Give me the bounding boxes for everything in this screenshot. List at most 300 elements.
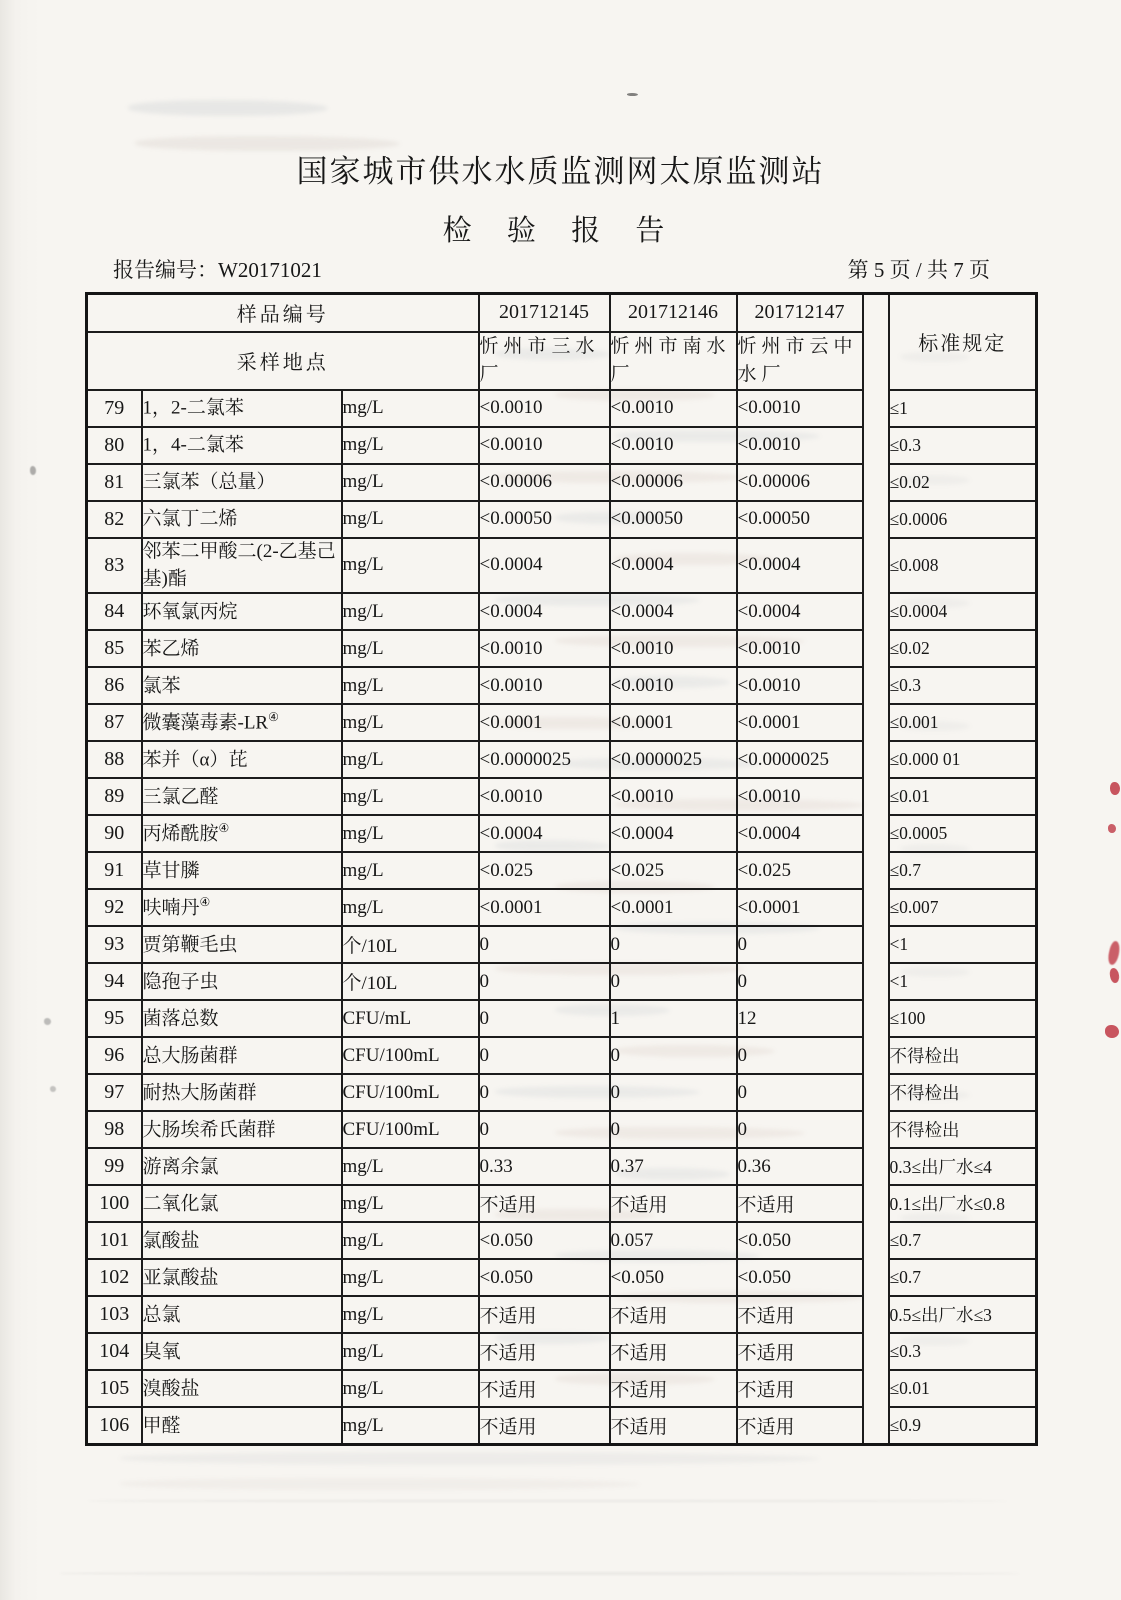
cell-unit: CFU/100mL	[342, 1111, 479, 1148]
cell-parameter	[142, 852, 342, 889]
spacer-cell	[863, 1296, 889, 1333]
cell-value-sample-3: <0.00050	[737, 501, 863, 538]
cell-value-sample-2: 1	[610, 1000, 737, 1037]
parameter-footnote-mark: ④	[218, 820, 230, 835]
cell-value-sample-2: <0.0010	[610, 778, 737, 815]
table-row	[87, 501, 1037, 538]
table-row	[87, 852, 1037, 889]
cell-parameter	[142, 741, 342, 778]
cell-index: 86	[87, 667, 142, 704]
doc-title: 检 验 报 告	[442, 215, 679, 247]
cell-index: 100	[87, 1185, 142, 1222]
cell-value-sample-1: <0.0010	[479, 630, 610, 667]
table-row	[87, 1000, 1037, 1037]
spacer-cell	[863, 1222, 889, 1259]
cell-index: 99	[87, 1148, 142, 1185]
cell-standard: ≤0.007	[889, 889, 1037, 926]
parameter-name: 1，2-二氯苯	[142, 397, 244, 419]
cell-value-sample-2: <0.00006	[610, 464, 737, 501]
table-row	[87, 1148, 1037, 1185]
cell-value-sample-2: <0.0010	[610, 427, 737, 464]
cell-value-sample-1: 不适用	[479, 1185, 610, 1222]
cell-value-sample-2: <0.0010	[610, 630, 737, 667]
cell-value-sample-3: <0.0001	[737, 889, 863, 926]
cell-unit: CFU/mL	[342, 1000, 479, 1037]
cell-parameter	[142, 427, 342, 464]
cell-parameter	[142, 667, 342, 704]
cell-value-sample-2: 0	[610, 1074, 737, 1111]
table-row	[87, 741, 1037, 778]
cell-index: 95	[87, 1000, 142, 1037]
cell-standard: 不得检出	[889, 1037, 1037, 1074]
spacer-cell	[863, 1370, 889, 1407]
table-row	[87, 464, 1037, 501]
spacer-cell	[863, 1148, 889, 1185]
cell-unit: mg/L	[342, 704, 479, 741]
cell-standard: <1	[889, 926, 1037, 963]
cell-value-sample-3: 0	[737, 926, 863, 963]
table-row	[87, 1296, 1037, 1333]
spacer-cell	[863, 538, 889, 594]
cell-unit: mg/L	[342, 390, 479, 427]
cell-parameter	[142, 1185, 342, 1222]
cell-value-sample-2: 不适用	[610, 1185, 737, 1222]
cell-value-sample-3: <0.0010	[737, 778, 863, 815]
spacer-cell	[863, 852, 889, 889]
bleedthrough-artifact	[120, 1478, 640, 1490]
cell-value-sample-1: 0	[479, 1074, 610, 1111]
cell-parameter	[142, 1074, 342, 1111]
cell-value-sample-1: 不适用	[479, 1333, 610, 1370]
parameter-name: 二氧化氯	[142, 1193, 219, 1215]
parameter-name: 氯酸盐	[142, 1230, 200, 1252]
cell-parameter	[142, 538, 342, 594]
cell-value-sample-2: <0.0010	[610, 667, 737, 704]
cell-index: 104	[87, 1333, 142, 1370]
cell-value-sample-2: <0.0004	[610, 593, 737, 630]
cell-value-sample-1: <0.0004	[479, 538, 610, 594]
location-header: 采样地点	[87, 332, 479, 390]
cell-index: 105	[87, 1370, 142, 1407]
cell-parameter	[142, 390, 342, 427]
cell-value-sample-1: <0.0004	[479, 593, 610, 630]
cell-standard: ≤100	[889, 1000, 1037, 1037]
cell-parameter	[142, 815, 342, 852]
parameter-name: 草甘膦	[142, 860, 200, 882]
spacer-cell	[863, 464, 889, 501]
cell-standard: 不得检出	[889, 1111, 1037, 1148]
cell-index: 96	[87, 1037, 142, 1074]
results-table-body	[87, 390, 1037, 1445]
parameter-name: 三氯苯（总量）	[142, 471, 276, 493]
speck	[44, 1018, 51, 1025]
cell-unit: mg/L	[342, 1185, 479, 1222]
cell-unit: mg/L	[342, 1259, 479, 1296]
cell-value-sample-2: <0.0010	[610, 390, 737, 427]
cell-standard: ≤0.3	[889, 427, 1037, 464]
speck	[30, 466, 36, 475]
spacer-cell	[863, 667, 889, 704]
table-row	[87, 1259, 1037, 1296]
spacer-cell	[863, 1000, 889, 1037]
cell-value-sample-2: <0.0004	[610, 815, 737, 852]
cell-parameter	[142, 1037, 342, 1074]
sample-location-3: 忻州市云中水厂	[737, 332, 863, 390]
cell-index: 93	[87, 926, 142, 963]
table-row	[87, 538, 1037, 594]
table-row	[87, 1111, 1037, 1148]
parameter-name: 菌落总数	[142, 1008, 219, 1030]
cell-value-sample-3: <0.050	[737, 1222, 863, 1259]
cell-standard: ≤0.9	[889, 1407, 1037, 1444]
cell-index: 85	[87, 630, 142, 667]
parameter-footnote-mark: ④	[268, 709, 279, 724]
cell-index: 84	[87, 593, 142, 630]
cell-standard: ≤0.7	[889, 852, 1037, 889]
cell-unit: mg/L	[342, 1222, 479, 1259]
cell-value-sample-2: <0.00050	[610, 501, 737, 538]
spacer-cell	[863, 963, 889, 1000]
spacer-cell	[863, 1111, 889, 1148]
cell-unit: mg/L	[342, 778, 479, 815]
cell-standard: ≤0.01	[889, 778, 1037, 815]
cell-unit: mg/L	[342, 741, 479, 778]
parameter-name: 微囊藻毒素-LR	[142, 712, 269, 734]
sample-no-3: 201712147	[737, 294, 863, 332]
cell-standard: ≤0.7	[889, 1259, 1037, 1296]
cell-standard: ≤0.000 01	[889, 741, 1037, 778]
cell-standard: ≤0.0005	[889, 815, 1037, 852]
cell-value-sample-1: 0	[479, 1000, 610, 1037]
cell-index: 101	[87, 1222, 142, 1259]
parameter-name: 氯苯	[142, 675, 181, 697]
results-table	[85, 292, 1038, 1446]
cell-index: 89	[87, 778, 142, 815]
header-row-sample-no	[87, 294, 1037, 332]
cell-standard: 不得检出	[889, 1074, 1037, 1111]
table-row	[87, 704, 1037, 741]
cell-index: 92	[87, 889, 142, 926]
cell-value-sample-1: <0.0010	[479, 778, 610, 815]
cell-standard: ≤0.02	[889, 630, 1037, 667]
spacer-cell	[863, 741, 889, 778]
cell-value-sample-1: <0.050	[479, 1259, 610, 1296]
cell-standard: ≤0.0004	[889, 593, 1037, 630]
cell-index: 83	[87, 538, 142, 594]
parameter-name: 邻苯二甲酸二(2-乙基己基)酯	[142, 540, 336, 590]
cell-standard: ≤0.3	[889, 1333, 1037, 1370]
cell-index: 87	[87, 704, 142, 741]
sample-no-header: 样品编号	[87, 294, 479, 332]
table-row	[87, 963, 1037, 1000]
parameter-name: 1，4-二氯苯	[142, 434, 244, 456]
cell-unit: CFU/100mL	[342, 1074, 479, 1111]
parameter-name: 甲醛	[142, 1415, 181, 1437]
parameter-name: 丙烯酰胺	[142, 823, 219, 845]
sample-location-1: 忻州市三水厂	[479, 332, 610, 390]
cell-index: 97	[87, 1074, 142, 1111]
cell-index: 102	[87, 1259, 142, 1296]
cell-value-sample-2: 0	[610, 926, 737, 963]
cell-value-sample-3: <0.00006	[737, 464, 863, 501]
cell-value-sample-3: 不适用	[737, 1185, 863, 1222]
spacer-cell	[863, 926, 889, 963]
bleedthrough-artifact	[88, 1500, 1008, 1502]
cell-value-sample-1: 0	[479, 1037, 610, 1074]
cell-value-sample-2: 0	[610, 1111, 737, 1148]
parameter-name: 三氯乙醛	[142, 786, 219, 808]
parameter-name: 溴酸盐	[142, 1378, 200, 1400]
speck	[627, 93, 638, 96]
cell-value-sample-2: 不适用	[610, 1333, 737, 1370]
cell-value-sample-1: 不适用	[479, 1407, 610, 1444]
spacer-cell	[863, 704, 889, 741]
cell-unit: mg/L	[342, 501, 479, 538]
cell-parameter	[142, 1370, 342, 1407]
red-mark	[1108, 824, 1116, 833]
report-number-value: W20171021	[218, 258, 322, 282]
cell-value-sample-1: 不适用	[479, 1296, 610, 1333]
cell-standard: 0.3≤出厂水≤4	[889, 1148, 1037, 1185]
cell-standard: ≤0.3	[889, 667, 1037, 704]
cell-parameter	[142, 704, 342, 741]
bleedthrough-artifact	[120, 1452, 820, 1465]
cell-value-sample-3: <0.0000025	[737, 741, 863, 778]
spacer-cell	[863, 815, 889, 852]
table-row	[87, 1074, 1037, 1111]
cell-value-sample-1: <0.00006	[479, 464, 610, 501]
cell-index: 106	[87, 1407, 142, 1444]
cell-value-sample-3: <0.0001	[737, 704, 863, 741]
cell-unit: mg/L	[342, 464, 479, 501]
cell-parameter	[142, 1259, 342, 1296]
cell-standard: ≤0.02	[889, 464, 1037, 501]
cell-value-sample-3: 不适用	[737, 1296, 863, 1333]
cell-index: 81	[87, 464, 142, 501]
cell-parameter	[142, 464, 342, 501]
cell-unit: mg/L	[342, 889, 479, 926]
cell-value-sample-1: 0.33	[479, 1148, 610, 1185]
cell-value-sample-3: 0	[737, 1037, 863, 1074]
table-row	[87, 778, 1037, 815]
table-row	[87, 1333, 1037, 1370]
cell-index: 82	[87, 501, 142, 538]
parameter-name: 亚氯酸盐	[142, 1267, 219, 1289]
parameter-name: 大肠埃希氏菌群	[142, 1119, 276, 1141]
spacer-cell	[863, 390, 889, 427]
cell-unit: mg/L	[342, 667, 479, 704]
cell-standard: ≤0.01	[889, 1370, 1037, 1407]
cell-unit: mg/L	[342, 630, 479, 667]
standard-header: 标准规定	[889, 294, 1037, 390]
cell-value-sample-3: <0.0010	[737, 630, 863, 667]
table-row	[87, 593, 1037, 630]
cell-parameter	[142, 1000, 342, 1037]
cell-value-sample-1: 0	[479, 926, 610, 963]
cell-value-sample-1: <0.0010	[479, 390, 610, 427]
cell-unit: 个/10L	[342, 926, 479, 963]
table-row	[87, 1037, 1037, 1074]
cell-value-sample-1: <0.025	[479, 852, 610, 889]
cell-unit: CFU/100mL	[342, 1037, 479, 1074]
meta-row	[85, 254, 1035, 284]
bleedthrough-artifact	[60, 1572, 1020, 1575]
parameter-name: 苯乙烯	[142, 638, 200, 660]
cell-value-sample-1: <0.0010	[479, 667, 610, 704]
spacer-cell	[863, 501, 889, 538]
parameter-name: 苯并（α）芘	[142, 749, 248, 771]
cell-parameter	[142, 963, 342, 1000]
cell-unit: 个/10L	[342, 963, 479, 1000]
spacer-cell	[863, 1407, 889, 1444]
cell-index: 98	[87, 1111, 142, 1148]
table-row	[87, 427, 1037, 464]
cell-standard: ≤0.7	[889, 1222, 1037, 1259]
cell-value-sample-3: <0.0004	[737, 538, 863, 594]
bleedthrough-artifact	[128, 100, 328, 116]
spacer-cell	[863, 1259, 889, 1296]
cell-unit: mg/L	[342, 1296, 479, 1333]
cell-value-sample-3: <0.0004	[737, 815, 863, 852]
sample-location-2: 忻州市南水厂	[610, 332, 737, 390]
cell-unit: mg/L	[342, 815, 479, 852]
cell-unit: mg/L	[342, 1148, 479, 1185]
cell-value-sample-2: <0.0004	[610, 538, 737, 594]
red-mark	[1105, 1025, 1119, 1038]
spacer-cell	[863, 889, 889, 926]
cell-value-sample-2: 不适用	[610, 1407, 737, 1444]
speck	[50, 1086, 56, 1092]
cell-index: 80	[87, 427, 142, 464]
cell-value-sample-3: 不适用	[737, 1333, 863, 1370]
spacer-cell	[863, 1074, 889, 1111]
cell-value-sample-3: <0.025	[737, 852, 863, 889]
cell-index: 79	[87, 390, 142, 427]
parameter-name: 六氯丁二烯	[142, 508, 238, 530]
cell-standard: 0.1≤出厂水≤0.8	[889, 1185, 1037, 1222]
cell-value-sample-2: 不适用	[610, 1296, 737, 1333]
cell-unit: mg/L	[342, 593, 479, 630]
cell-index: 91	[87, 852, 142, 889]
cell-value-sample-1: <0.00050	[479, 501, 610, 538]
cell-parameter	[142, 778, 342, 815]
cell-value-sample-3: 0	[737, 1074, 863, 1111]
parameter-name: 总氯	[142, 1304, 181, 1326]
cell-index: 90	[87, 815, 142, 852]
table-row	[87, 1370, 1037, 1407]
cell-value-sample-2: <0.0001	[610, 704, 737, 741]
cell-unit: mg/L	[342, 1333, 479, 1370]
parameter-footnote-mark: ④	[199, 894, 211, 909]
table-row	[87, 1407, 1037, 1444]
cell-parameter	[142, 1333, 342, 1370]
cell-value-sample-2: <0.025	[610, 852, 737, 889]
cell-unit: mg/L	[342, 427, 479, 464]
cell-value-sample-1: <0.0001	[479, 889, 610, 926]
cell-value-sample-2: 不适用	[610, 1370, 737, 1407]
spacer-cell	[863, 593, 889, 630]
cell-unit: mg/L	[342, 852, 479, 889]
cell-value-sample-1: <0.0010	[479, 427, 610, 464]
spacer-cell	[863, 778, 889, 815]
parameter-name: 臭氧	[142, 1341, 181, 1363]
sample-no-1: 201712145	[479, 294, 610, 332]
parameter-name: 耐热大肠菌群	[142, 1082, 257, 1104]
cell-parameter	[142, 1148, 342, 1185]
parameter-name: 隐孢子虫	[142, 971, 219, 993]
cell-value-sample-1: <0.0004	[479, 815, 610, 852]
cell-value-sample-3: <0.0010	[737, 667, 863, 704]
cell-value-sample-3: <0.050	[737, 1259, 863, 1296]
cell-value-sample-3: 0.36	[737, 1148, 863, 1185]
cell-value-sample-1: 0	[479, 1111, 610, 1148]
spacer-cell	[863, 1037, 889, 1074]
parameter-name: 贾第鞭毛虫	[142, 934, 238, 956]
table-row	[87, 926, 1037, 963]
table-row	[87, 815, 1037, 852]
cell-value-sample-3: <0.0010	[737, 390, 863, 427]
cell-value-sample-2: 0	[610, 1037, 737, 1074]
spacer-cell	[863, 1185, 889, 1222]
cell-parameter	[142, 593, 342, 630]
cell-value-sample-3: 0	[737, 1111, 863, 1148]
report-number	[113, 254, 322, 284]
cell-parameter	[142, 1222, 342, 1259]
cell-value-sample-1: <0.0001	[479, 704, 610, 741]
cell-value-sample-2: <0.050	[610, 1259, 737, 1296]
spacer-column	[863, 294, 889, 390]
cell-index: 88	[87, 741, 142, 778]
cell-value-sample-3: 12	[737, 1000, 863, 1037]
cell-value-sample-1: 0	[479, 963, 610, 1000]
page-indicator: 第 5 页 / 共 7 页	[847, 258, 990, 282]
cell-standard: ≤1	[889, 390, 1037, 427]
cell-value-sample-2: 0.057	[610, 1222, 737, 1259]
spacer-cell	[863, 427, 889, 464]
org-title: 国家城市供水水质监测网太原监测站	[296, 154, 825, 189]
cell-parameter	[142, 1407, 342, 1444]
cell-value-sample-2: <0.0000025	[610, 741, 737, 778]
cell-parameter	[142, 889, 342, 926]
cell-value-sample-2: 0	[610, 963, 737, 1000]
cell-unit: mg/L	[342, 538, 479, 594]
table-row	[87, 1222, 1037, 1259]
cell-index: 103	[87, 1296, 142, 1333]
cell-standard: <1	[889, 963, 1037, 1000]
cell-value-sample-3: 不适用	[737, 1370, 863, 1407]
table-row	[87, 1185, 1037, 1222]
red-mark	[1110, 782, 1120, 795]
parameter-name: 环氧氯丙烷	[142, 601, 238, 623]
parameter-name: 总大肠菌群	[142, 1045, 238, 1067]
cell-standard: ≤0.008	[889, 538, 1037, 594]
sample-no-2: 201712146	[610, 294, 737, 332]
cell-value-sample-3: 0	[737, 963, 863, 1000]
cell-parameter	[142, 630, 342, 667]
cell-parameter	[142, 1111, 342, 1148]
cell-value-sample-3: <0.0004	[737, 593, 863, 630]
parameter-name: 游离余氯	[142, 1156, 219, 1178]
cell-standard: ≤0.0006	[889, 501, 1037, 538]
parameter-name: 呋喃丹	[142, 897, 200, 919]
cell-index: 94	[87, 963, 142, 1000]
cell-value-sample-1: 不适用	[479, 1370, 610, 1407]
report-number-label: 报告编号：	[113, 258, 218, 282]
table-row	[87, 630, 1037, 667]
cell-value-sample-2: 0.37	[610, 1148, 737, 1185]
cell-value-sample-3: 不适用	[737, 1407, 863, 1444]
cell-parameter	[142, 1296, 342, 1333]
